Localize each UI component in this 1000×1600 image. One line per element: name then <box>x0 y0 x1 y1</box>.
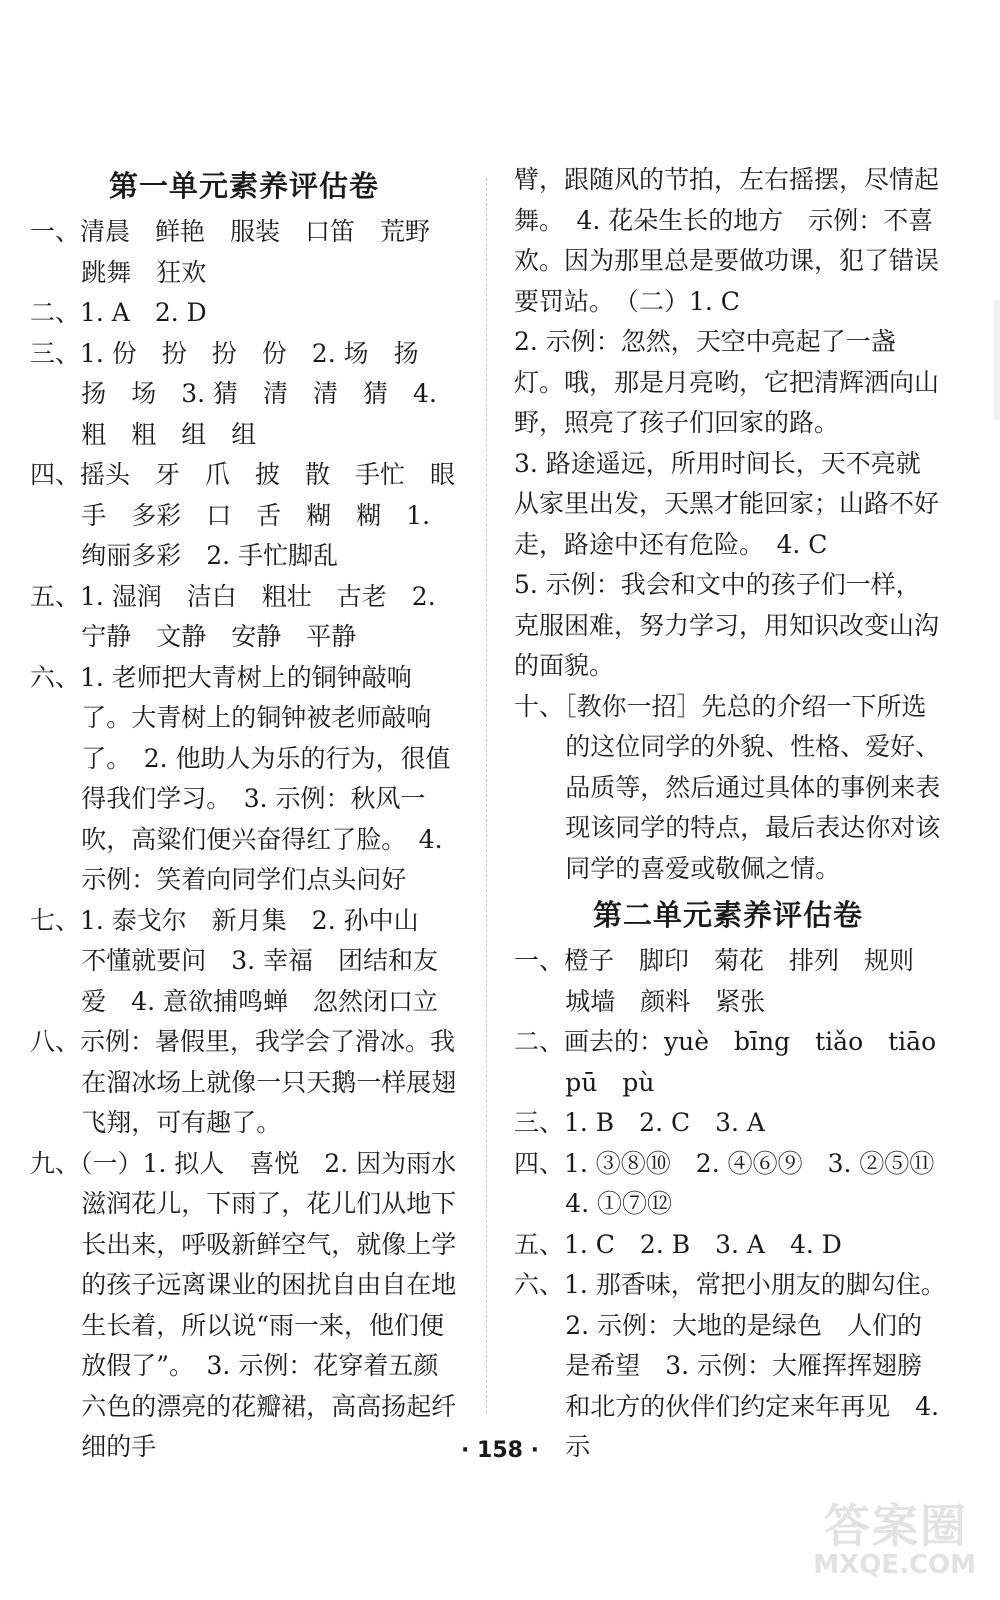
page-number: · 158 · <box>461 1438 539 1463</box>
unit2-item-2: 二、画去的：yuè bīng tiǎo tiāo pū pù <box>514 1027 962 1097</box>
answer-item-3: 三、1. 份 扮 扮 份 2. 场 扬 扬 场 3. 猜 清 清 猜 4. 粗 粗 组 组 <box>30 338 444 449</box>
answer-item-7: 七、1. 泰戈尔 新月集 2. 孙中山 不懂就要问 3. 幸福 团结和友爱 4. 意欲捕鸣蝉 忽然闭口立 <box>30 905 444 1016</box>
answer-item-5: 五、1. 湿润 洁白 粗壮 古老 2. 宁静 文静 安静 平静 <box>30 581 436 651</box>
answer-item-8: 八、示例：暑假里，我学会了滑冰。我在溜冰场上就像一只天鹅一样展翅飞翔，可有趣了。 <box>30 1027 457 1137</box>
unit2-item-3: 三、1. B 2. C 3. A <box>514 1108 765 1137</box>
answer-item-2: 二、1. A 2. D <box>30 298 207 327</box>
answer-item-1: 一、清晨 鲜艳 服装 口笛 荒野 跳舞 狂欢 <box>30 217 456 287</box>
section-heading-unit2: 第二单元素养评估卷 <box>592 898 863 932</box>
watermark-logo <box>801 1490 976 1580</box>
answer-item-10: 十、［教你一招］先总的介绍一下所选的这位同学的外貌、性格、爱好、品质等，然后通过具体的事例来表现该同学的特点，最后表达你对该同学的喜爱或敬佩之情。 <box>514 691 941 883</box>
left-column <box>30 160 481 1468</box>
unit2-item-4: 四、1. ③⑧⑩ 2. ④⑥⑨ 3. ②⑤⑪ 4. ①⑦⑫ <box>514 1148 960 1218</box>
answer-item-9: 九、（一）1. 拟人 喜悦 2. 因为雨水滋润花儿，下雨了，花儿们从地下长出来，呼吸新鲜空气，就像上学的孩子远离课业的困扰自由自在地生长着，所以说“雨一来，他们便放假了”。 3. 示例：花穿着五颜六色的漂亮的花瓣裙，高高扬起纤细的手 <box>30 1148 457 1461</box>
right-column <box>514 160 962 1468</box>
section-heading-unit1: 第一单元素养评估卷 <box>108 169 379 203</box>
continuation-line-1: 臂，跟随风的节拍，左右摇摆，尽情起舞。 4. 花朵生长的地方 示例：不喜欢。因为那里总是要做功课，犯了错误要罚站。 （二）1. C <box>514 165 940 316</box>
continuation-line-2: 2. 示例：忽然，天空中亮起了一盏灯。哦，那是月亮哟，它把清辉洒向山野，照亮了孩子们回家的路。 <box>514 327 940 437</box>
watermark-url: MXQE.COM <box>813 1550 976 1580</box>
answer-item-6: 六、1. 老师把大青树上的铜钟敲响了。大青树上的铜钟被老师敲响了。 2. 他助人为乐的行为，很值得我们学习。 3. 示例：秋风一吹，高粱们便兴奋得红了脸。 4. 示例：笑着向同学们点头问好 <box>30 662 451 894</box>
unit2-item-5: 五、1. C 2. B 3. A 4. D <box>514 1229 842 1259</box>
watermark-text: 答案圈 <box>824 1499 968 1553</box>
column-divider <box>486 178 487 1413</box>
answer-item-4: 四、摇头 牙 爪 披 散 手忙 眼 手 多彩 口 舌 糊 糊 1. 绚丽多彩 2. 手忙脚乱 <box>30 460 481 570</box>
page-edge-shadow <box>994 300 1000 420</box>
continuation-line-4: 5. 示例：我会和文中的孩子们一样，克服困难，努力学习，用知识改变山沟的面貌。 <box>514 570 940 680</box>
unit2-item-6: 六、1. 那香味，常把小朋友的脚勾住。 2. 示例：大地的是绿色 人们的是希望 3. 示例：大雁挥挥翅膀 和北方的伙伴们约定来年再见 4. 示 <box>514 1270 959 1461</box>
continuation-line-3: 3. 路途遥远，所用时间长，天不亮就从家里出发，天黑才能回家；山路不好走，路途中还有危险。 4. C <box>514 448 940 559</box>
unit2-item-1: 一、橙子 脚印 菊花 排列 规则 城墙 颜料 紧张 <box>514 946 940 1016</box>
